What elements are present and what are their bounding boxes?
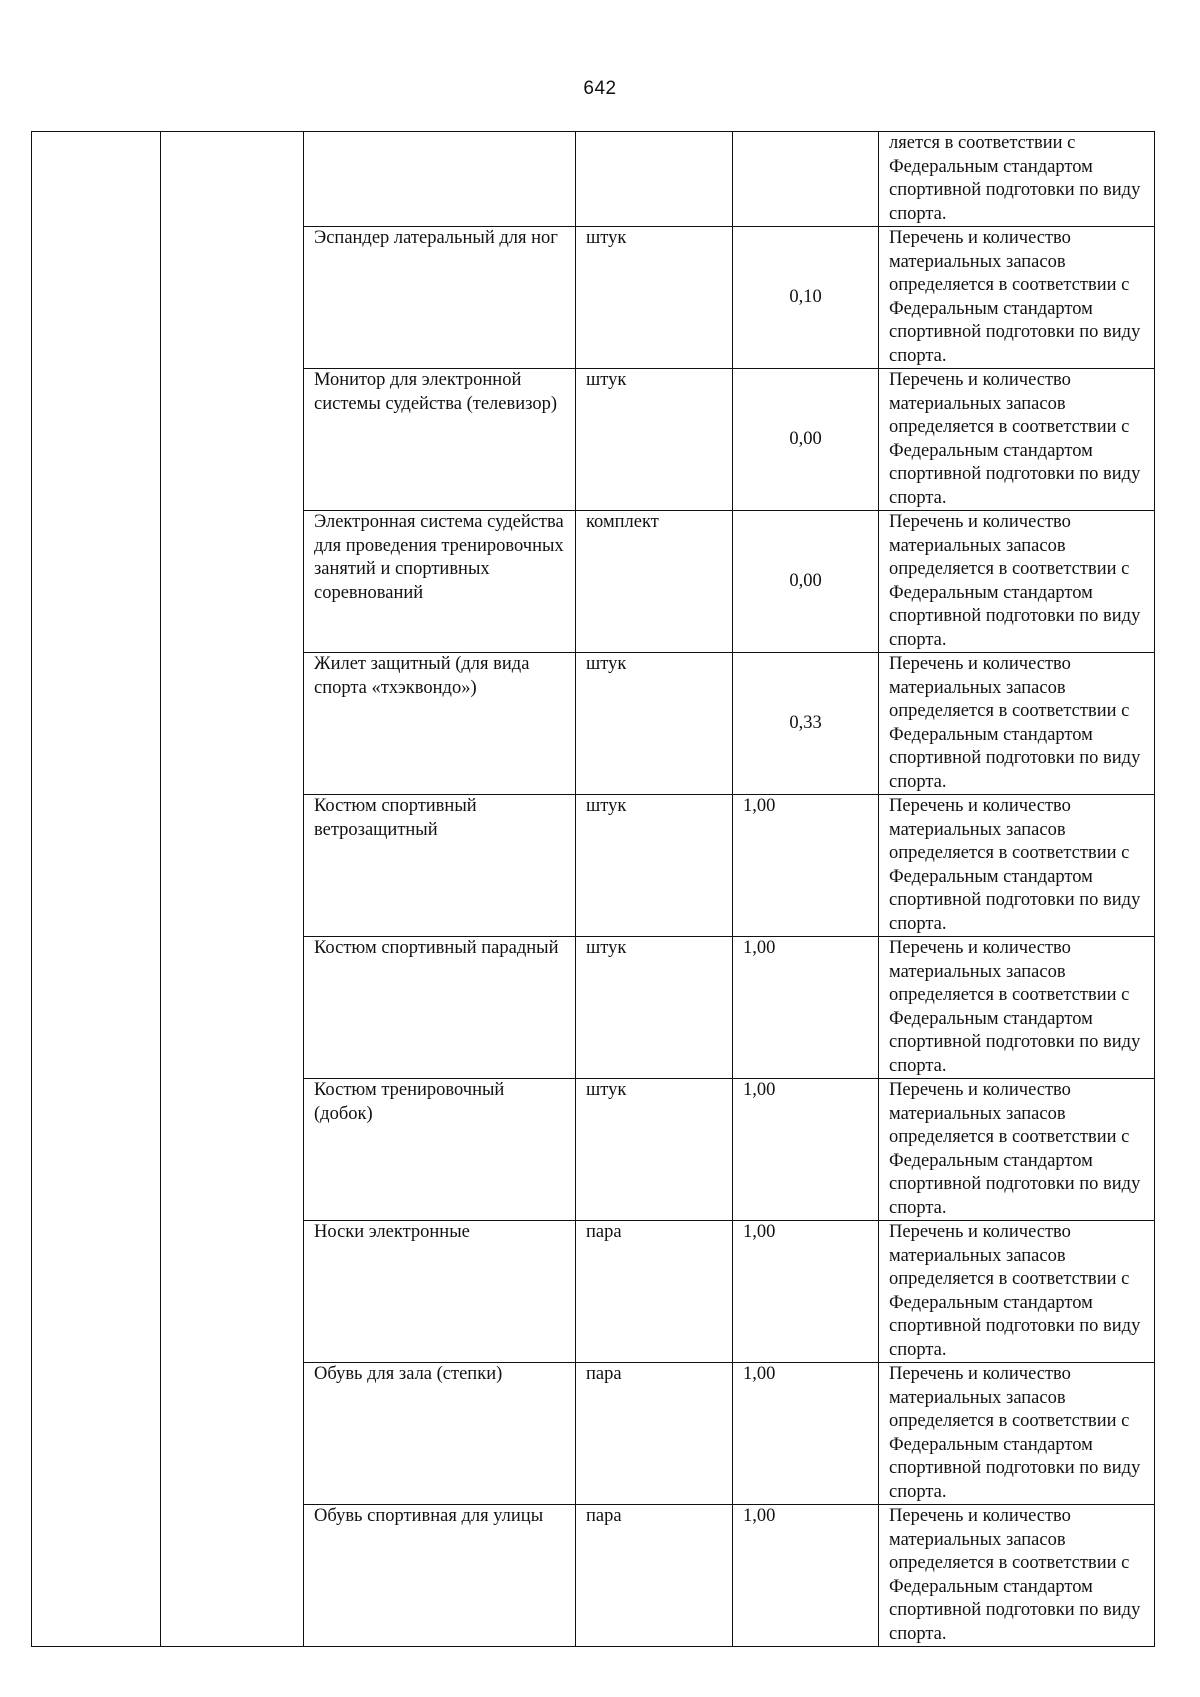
note-cell: Перечень и количество материальных запасов определяется в соответствии с Федеральным стандартом спортивной подготовки по виду спорта. (879, 653, 1155, 795)
equipment-table (31, 131, 1155, 1647)
item-name-cell: Носки электронные (304, 1221, 576, 1363)
qty-cell: 0,33 (733, 653, 879, 795)
qty-cell: 0,00 (733, 511, 879, 653)
note-cell: Перечень и количество материальных запасов определяется в соответствии с Федеральным стандартом спортивной подготовки по виду спорта. (879, 1079, 1155, 1221)
unit-cell: пара (576, 1221, 733, 1363)
qty-cell: 1,00 (733, 1079, 879, 1221)
note-cell: Перечень и количество материальных запасов определяется в соответствии с Федеральным стандартом спортивной подготовки по виду спорта. (879, 227, 1155, 369)
item-name-cell: Обувь для зала (степки) (304, 1363, 576, 1505)
item-name-cell: Костюм тренировочный (добок) (304, 1079, 576, 1221)
unit-cell: пара (576, 1505, 733, 1647)
item-name-cell: Монитор для электронной системы судейства (телевизор) (304, 369, 576, 511)
note-cell: Перечень и количество материальных запасов определяется в соответствии с Федеральным стандартом спортивной подготовки по виду спорта. (879, 1221, 1155, 1363)
note-cell: Перечень и количество материальных запасов определяется в соответствии с Федеральным стандартом спортивной подготовки по виду спорта. (879, 369, 1155, 511)
note-cell: Перечень и количество материальных запасов определяется в соответствии с Федеральным стандартом спортивной подготовки по виду спорта. (879, 795, 1155, 937)
qty-cell: 0,00 (733, 369, 879, 511)
unit-cell: пара (576, 1363, 733, 1505)
unit-cell (576, 132, 733, 227)
table-row-continuation (32, 132, 1155, 227)
item-name-cell (304, 132, 576, 227)
item-name-cell: Электронная система судейства для проведения тренировочных занятий и спортивных соревнований (304, 511, 576, 653)
qty-cell: 1,00 (733, 1505, 879, 1647)
unit-cell: штук (576, 795, 733, 937)
unit-cell: штук (576, 369, 733, 511)
merged-cell-col-2 (161, 132, 304, 1647)
merged-cell-col-1 (32, 132, 161, 1647)
qty-cell: 1,00 (733, 937, 879, 1079)
note-cell: Перечень и количество материальных запасов определяется в соответствии с Федеральным стандартом спортивной подготовки по виду спорта. (879, 1505, 1155, 1647)
qty-cell: 0,10 (733, 227, 879, 369)
item-name-cell: Обувь спортивная для улицы (304, 1505, 576, 1647)
note-cell: Перечень и количество материальных запасов определяется в соответствии с Федеральным стандартом спортивной подготовки по виду спорта. (879, 511, 1155, 653)
qty-cell: 1,00 (733, 795, 879, 937)
unit-cell: штук (576, 653, 733, 795)
item-name-cell: Эспандер латеральный для ног (304, 227, 576, 369)
qty-cell (733, 132, 879, 227)
qty-cell: 1,00 (733, 1221, 879, 1363)
item-name-cell: Костюм спортивный парадный (304, 937, 576, 1079)
item-name-cell: Жилет защитный (для вида спорта «тхэквондо») (304, 653, 576, 795)
unit-cell: штук (576, 227, 733, 369)
page-number: 642 (583, 78, 617, 99)
qty-cell: 1,00 (733, 1363, 879, 1505)
unit-cell: комплект (576, 511, 733, 653)
note-cell: ляется в соответствии с Федеральным стандартом спортивной подготовки по виду спорта. (879, 132, 1155, 227)
note-cell: Перечень и количество материальных запасов определяется в соответствии с Федеральным стандартом спортивной подготовки по виду спорта. (879, 1363, 1155, 1505)
note-cell: Перечень и количество материальных запасов определяется в соответствии с Федеральным стандартом спортивной подготовки по виду спорта. (879, 937, 1155, 1079)
item-name-cell: Костюм спортивный ветрозащитный (304, 795, 576, 937)
unit-cell: штук (576, 1079, 733, 1221)
unit-cell: штук (576, 937, 733, 1079)
